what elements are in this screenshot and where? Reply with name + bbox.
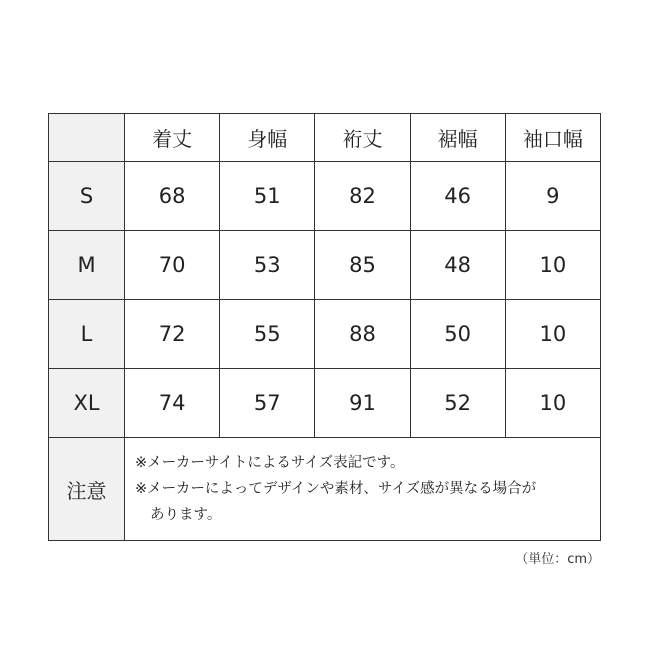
table-cell: 85	[315, 231, 410, 300]
table-cell: 9	[505, 162, 600, 231]
table-cell: 48	[410, 231, 505, 300]
unit-label: （単位：cm）	[515, 552, 600, 567]
table-cell: 70	[125, 231, 220, 300]
table-cell: 88	[315, 300, 410, 369]
size-label: M	[49, 231, 125, 300]
table-row	[49, 162, 601, 231]
table-cell: 72	[125, 300, 220, 369]
table-cell: 74	[125, 369, 220, 438]
header-length: 着丈	[125, 114, 220, 162]
table-cell: 50	[410, 300, 505, 369]
corner-cell	[49, 114, 125, 162]
table-cell: 68	[125, 162, 220, 231]
size-label: XL	[49, 369, 125, 438]
note-label: 注意	[49, 438, 125, 541]
size-label: L	[49, 300, 125, 369]
size-label: S	[49, 162, 125, 231]
table-cell: 10	[505, 231, 600, 300]
header-row	[49, 114, 601, 162]
header-cuff-width: 袖口幅	[505, 114, 600, 162]
note-cell	[125, 438, 601, 541]
note-row	[49, 438, 601, 541]
table-row	[49, 369, 601, 438]
header-chest-width: 身幅	[220, 114, 315, 162]
note-line: ※メーカーサイトによるサイズ表記です。	[135, 455, 405, 471]
table-cell: 57	[220, 369, 315, 438]
table-cell: 91	[315, 369, 410, 438]
table-cell: 53	[220, 231, 315, 300]
table-row	[49, 231, 601, 300]
table-cell: 52	[410, 369, 505, 438]
table-cell: 51	[220, 162, 315, 231]
header-sleeve-length: 裄丈	[315, 114, 410, 162]
note-line: あります。	[150, 507, 222, 523]
table-cell: 46	[410, 162, 505, 231]
note-line: ※メーカーによってデザインや素材、サイズ感が異なる場合が	[135, 481, 537, 497]
table-row	[49, 300, 601, 369]
table-cell: 10	[505, 369, 600, 438]
size-chart-table	[48, 113, 601, 541]
table-cell: 82	[315, 162, 410, 231]
header-hem-width: 裾幅	[410, 114, 505, 162]
table-cell: 55	[220, 300, 315, 369]
table-cell: 10	[505, 300, 600, 369]
